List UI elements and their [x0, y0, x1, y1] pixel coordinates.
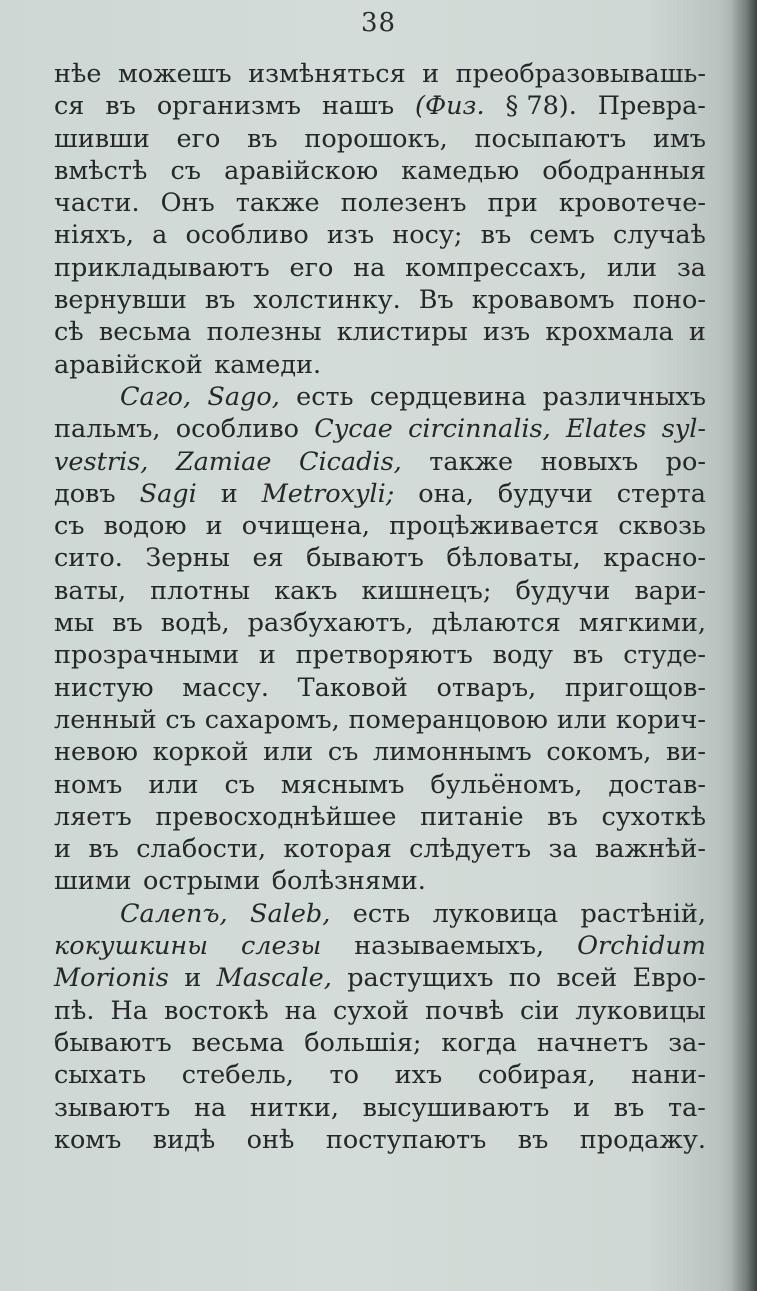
word: преобразовывашь-: [455, 59, 706, 89]
word: съ: [224, 769, 255, 800]
word: какъ: [274, 575, 338, 606]
word: водою: [103, 511, 187, 542]
word: части.: [54, 188, 140, 219]
word: ея: [252, 543, 284, 574]
text-line: [54, 672, 706, 704]
word: сухоткѣ: [601, 801, 706, 832]
text-line: [54, 1059, 706, 1091]
word: въ: [247, 123, 278, 154]
word: померанцовою: [348, 704, 549, 735]
text-line: [54, 381, 706, 413]
word: бываютъ: [54, 1027, 172, 1058]
word: и: [54, 834, 71, 865]
word: на: [353, 252, 386, 283]
word: Онъ: [160, 188, 215, 219]
body-text: [54, 58, 706, 1156]
word: въ: [105, 91, 136, 122]
text-line: [54, 1092, 706, 1124]
word: пригощов-: [564, 672, 706, 703]
word: сквозь: [618, 511, 706, 542]
word: красно-: [603, 543, 706, 574]
word: мягкими,: [578, 608, 706, 639]
text-line: [54, 930, 706, 962]
text-line: [54, 413, 706, 445]
word: Elates: [566, 414, 647, 445]
word: въ: [88, 834, 119, 865]
word: или: [148, 769, 199, 800]
word: аравійскою: [224, 155, 379, 186]
word: circinnalis,: [408, 414, 551, 445]
word: достав-: [608, 769, 706, 800]
word: пальмъ,: [54, 414, 161, 445]
word: нани-: [631, 1060, 706, 1091]
word: поно-: [632, 285, 706, 316]
word: называемыхъ,: [354, 931, 545, 962]
text-line: [54, 58, 706, 90]
word: новыхъ: [540, 446, 639, 477]
word: Саго,: [120, 381, 192, 412]
text-line: [54, 704, 706, 736]
word: болѣзнями.: [271, 866, 426, 897]
word: въ: [112, 608, 143, 639]
word: сахаромъ,: [204, 704, 340, 735]
word: Таковой: [297, 672, 408, 703]
word: и: [205, 511, 223, 542]
binding-shadow: [731, 0, 757, 1291]
word: Metroxyli;: [261, 478, 395, 509]
text-line: [54, 736, 706, 768]
word: ро-: [665, 446, 706, 477]
word: то: [329, 1060, 359, 1091]
word: съ: [170, 155, 201, 186]
word: дѣлаются: [431, 608, 561, 639]
text-line: [54, 575, 706, 607]
word: въ: [480, 220, 512, 251]
word: бываютъ: [306, 543, 424, 574]
word: Евро-: [632, 963, 706, 994]
word: мяснымъ: [280, 769, 405, 800]
word: при: [487, 188, 538, 219]
word: Превра-: [597, 91, 706, 122]
word: особливо: [185, 220, 309, 251]
text-line: [54, 898, 706, 930]
text-line: [54, 1027, 706, 1059]
word: посыпаютъ: [474, 123, 627, 154]
word: ніяхъ,: [54, 220, 134, 251]
word: Orchidum: [577, 931, 706, 962]
word: камеди.: [214, 349, 322, 380]
word: коркой: [152, 737, 249, 768]
word: за-: [668, 1027, 706, 1058]
word: разбухаютъ,: [247, 608, 414, 639]
word: растѣній,: [580, 898, 706, 929]
word: на: [284, 995, 317, 1026]
word: луковица: [432, 898, 559, 929]
word: случаѣ: [613, 220, 706, 251]
word: стебель,: [181, 1060, 294, 1091]
word: компрессахъ,: [405, 252, 588, 283]
word: аравійской: [54, 349, 203, 380]
word: нашъ: [321, 91, 395, 122]
word: холстинку.: [253, 285, 401, 316]
word: прозрачными: [54, 640, 240, 671]
word: его: [289, 252, 334, 283]
word: сухой: [332, 995, 409, 1026]
word: изъ: [483, 317, 531, 348]
word: бѣловаты,: [446, 543, 581, 574]
word: мы: [54, 608, 95, 639]
text-line: [54, 316, 706, 348]
word: сыхать: [54, 1060, 147, 1091]
word: претворяютъ: [295, 640, 473, 671]
word: по: [508, 963, 542, 994]
word: въ: [547, 801, 578, 832]
word: питаніе: [420, 801, 524, 832]
text-line: [54, 187, 706, 219]
page-number: 38: [360, 8, 397, 38]
word: или: [556, 704, 608, 735]
word: сокомъ,: [546, 737, 652, 768]
word: также: [429, 446, 514, 477]
word: номъ: [54, 769, 123, 800]
word: ся: [54, 91, 85, 122]
word: поступаютъ: [325, 1124, 487, 1155]
word: съ: [54, 511, 85, 542]
word: и: [573, 1092, 591, 1123]
word: и: [220, 478, 238, 509]
word: плотны: [150, 575, 251, 606]
word: Sago,: [207, 381, 280, 412]
word: въ: [517, 1124, 549, 1155]
word: кокушкины: [54, 931, 208, 962]
word: сіи: [519, 995, 560, 1026]
word: превосходнѣйшее: [155, 801, 397, 832]
word: есть: [296, 381, 354, 412]
text-line: [54, 219, 706, 251]
text-line: [54, 510, 706, 542]
word: растущихъ: [347, 963, 494, 994]
word: пѣ.: [54, 995, 95, 1026]
word: ленный: [54, 704, 157, 735]
text-line: [54, 995, 706, 1027]
word: съ: [165, 704, 196, 735]
word: вари-: [634, 575, 706, 606]
word: съ: [327, 737, 359, 768]
text-line: [54, 349, 706, 381]
word: а: [152, 220, 168, 251]
word: онѣ: [246, 1124, 295, 1155]
text-line: [54, 446, 706, 478]
word: корич-: [615, 704, 706, 735]
text-line: [54, 252, 706, 284]
word: процѣживается: [389, 511, 600, 542]
word: весьма: [191, 1027, 285, 1058]
word: та-: [668, 1092, 706, 1123]
word: измѣняться: [248, 59, 406, 89]
word: vestris,: [54, 446, 149, 477]
text-line: [54, 801, 706, 833]
word: сѣ: [54, 317, 84, 348]
word: острыми: [143, 866, 261, 897]
word: востокѣ: [163, 995, 269, 1026]
word: за: [548, 834, 578, 865]
word: можешъ: [117, 59, 232, 89]
word: луковицы: [575, 995, 706, 1026]
text-line: [54, 1124, 706, 1156]
word: различныхъ: [542, 381, 706, 412]
word: важнѣй-: [594, 834, 706, 865]
word: полезенъ: [340, 188, 467, 219]
word: начнетъ: [536, 1027, 649, 1058]
word: лимоннымъ: [373, 737, 532, 768]
word: Въ: [418, 285, 454, 316]
word: (Физ.: [415, 91, 485, 122]
text-line: [54, 607, 706, 639]
word: нѣе: [54, 59, 102, 89]
word: отваръ,: [436, 672, 537, 703]
word: будучи: [515, 575, 611, 606]
word: и: [258, 640, 276, 671]
word: довъ: [54, 478, 116, 509]
word: сито.: [54, 543, 123, 574]
word: syl-: [661, 414, 706, 445]
word: всей: [556, 963, 618, 994]
word: ви-: [666, 737, 706, 768]
word: слезы: [240, 931, 322, 962]
word: которая: [283, 834, 392, 865]
word: Sagi: [139, 478, 197, 509]
word: есть: [352, 898, 411, 929]
word: нитки,: [249, 1092, 339, 1123]
word: изъ: [326, 220, 375, 251]
word: семъ: [529, 220, 595, 251]
word: или: [263, 737, 314, 768]
word: на: [193, 1092, 227, 1123]
text-line: [54, 90, 706, 122]
word: продажу.: [579, 1124, 706, 1155]
word: особливо: [175, 414, 299, 445]
word: комъ: [54, 1124, 122, 1155]
word: порошокъ,: [304, 123, 448, 154]
word: и: [422, 59, 440, 89]
word: высушиваютъ: [362, 1092, 550, 1123]
text-line: [54, 542, 706, 574]
word: она,: [418, 478, 474, 509]
word: § 78).: [505, 91, 577, 122]
word: Зерны: [145, 543, 230, 574]
word: кровотече-: [558, 188, 706, 219]
word: Cycae: [314, 414, 393, 445]
word: въ: [613, 1092, 645, 1123]
word: невою: [54, 737, 138, 768]
text-line: [54, 833, 706, 865]
word: студе-: [623, 640, 706, 671]
word: имъ: [652, 123, 706, 154]
word: въ: [572, 640, 604, 671]
word: шивши: [54, 123, 150, 154]
word: Zamiae: [175, 446, 272, 477]
word: воду: [492, 640, 554, 671]
word: или: [606, 252, 658, 283]
word: весьма: [98, 317, 192, 348]
word: шими: [54, 866, 132, 897]
word: Салепъ,: [120, 898, 228, 929]
word: полезны: [206, 317, 322, 348]
word: кишнецъ;: [361, 575, 492, 606]
word: водѣ,: [160, 608, 230, 639]
word: слѣдуетъ: [409, 834, 532, 865]
word: Mascale,: [216, 963, 332, 994]
word: массу.: [182, 672, 269, 703]
text-line: [54, 155, 706, 187]
word: и: [688, 317, 706, 348]
word: Morionis: [54, 963, 169, 994]
text-line: [54, 284, 706, 316]
text-line: [54, 962, 706, 994]
word: ободранныя: [542, 155, 706, 186]
text-line: [54, 478, 706, 510]
text-line: [54, 865, 706, 897]
word: сердцевина: [369, 381, 527, 412]
word: Cicadis,: [298, 446, 402, 477]
word: большія;: [304, 1027, 422, 1058]
word: слабости,: [136, 834, 267, 865]
word: крохмала: [545, 317, 674, 348]
word: вмѣстѣ: [54, 155, 148, 186]
word: ваты,: [54, 575, 127, 606]
text-line: [54, 639, 706, 671]
word: будучи: [497, 478, 593, 509]
text-line: [54, 769, 706, 801]
word: нистую: [54, 672, 154, 703]
word: вернувши: [54, 285, 187, 316]
word: носу;: [392, 220, 463, 251]
word: очищена,: [241, 511, 371, 542]
word: въ: [204, 285, 236, 316]
word: На: [110, 995, 148, 1026]
word: собирая,: [477, 1060, 596, 1091]
word: видѣ: [152, 1124, 216, 1155]
word: бульёномъ,: [430, 769, 583, 800]
word: прикладываютъ: [54, 252, 270, 283]
word: когда: [441, 1027, 517, 1058]
word: ляетъ: [54, 801, 132, 832]
word: Saleb,: [250, 898, 331, 929]
word: ихъ: [394, 1060, 443, 1091]
word: камедью: [401, 155, 520, 186]
word: также: [235, 188, 320, 219]
word: клистиры: [336, 317, 468, 348]
word: и: [184, 963, 202, 994]
word: стерта: [616, 478, 706, 509]
word: за: [676, 252, 706, 283]
word: его: [176, 123, 221, 154]
text-line: [54, 123, 706, 155]
word: зываютъ: [54, 1092, 171, 1123]
word: почвѣ: [425, 995, 504, 1026]
word: кровавомъ: [471, 285, 615, 316]
word: организмъ: [156, 91, 302, 122]
